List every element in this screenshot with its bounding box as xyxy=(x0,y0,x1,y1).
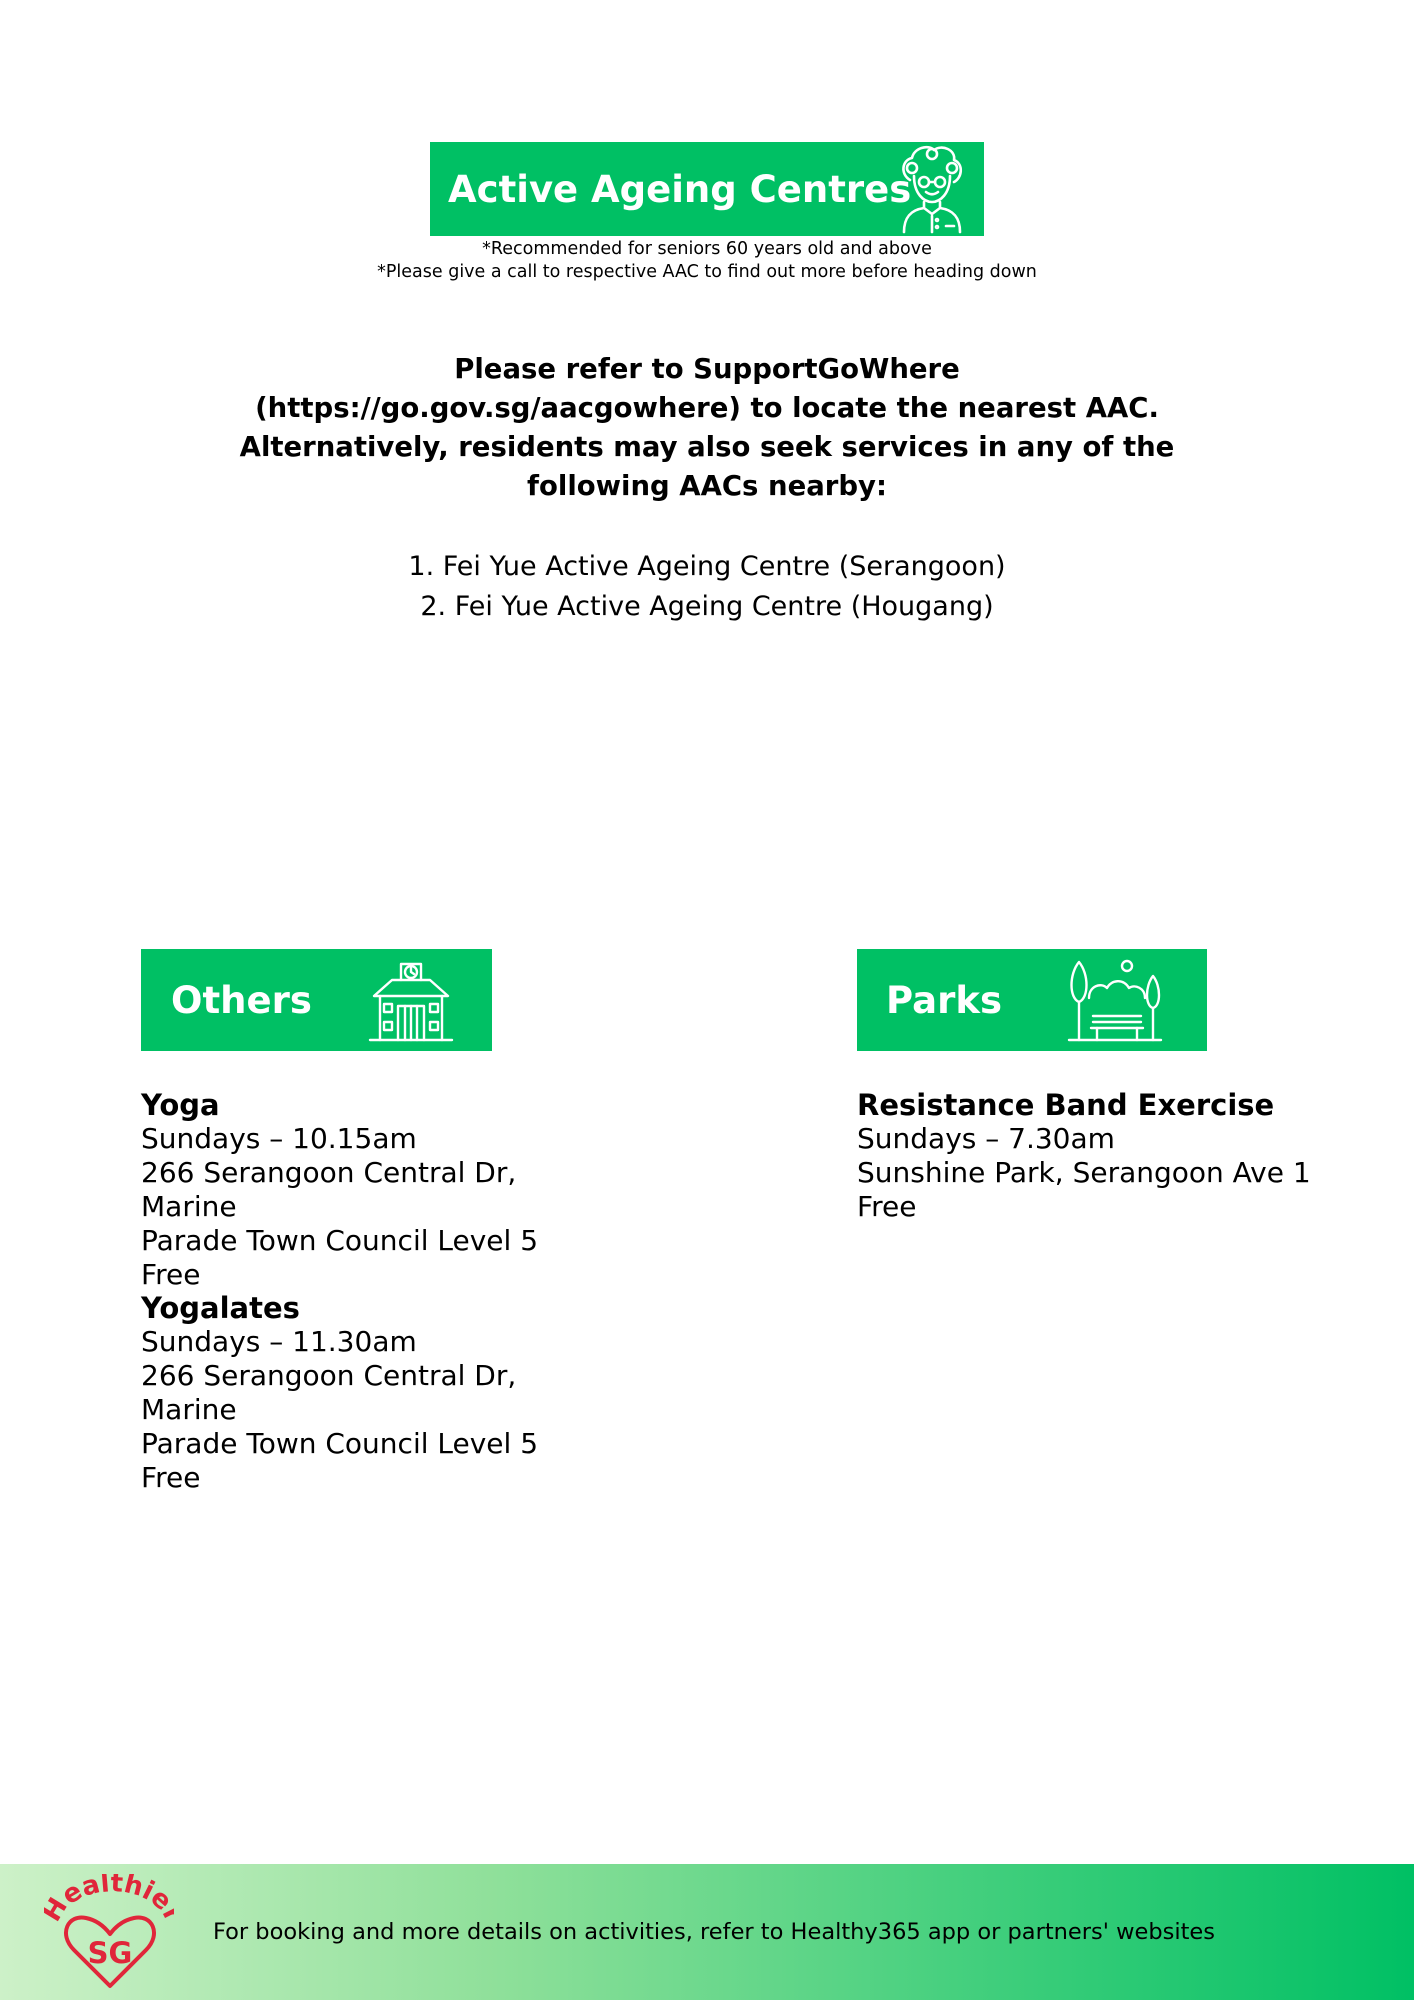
supportgowhere-instructions xyxy=(200,350,1214,506)
others-section-banner xyxy=(141,949,492,1051)
aac-banner-title: Active Ageing Centres xyxy=(448,167,912,211)
aac-notes xyxy=(0,238,1414,284)
aac-section-banner xyxy=(430,142,984,236)
aac-centre-list xyxy=(0,547,1414,627)
activity-name: Resistance Band Exercise xyxy=(857,1088,1275,1122)
list-item: 2. Fei Yue Active Ageing Centre (Hougang) xyxy=(420,591,994,622)
activity-time: Sundays – 7.30am xyxy=(857,1122,1115,1155)
footer-text: For booking and more details on activities, refer to Healthy365 app or partners' websites xyxy=(213,1919,1215,1945)
activity-yoga xyxy=(141,1088,611,1292)
svg-text:Healthier xyxy=(44,1874,174,1927)
activity-address: Parade Town Council Level 5 xyxy=(141,1224,539,1257)
refer-line: (https://go.gov.sg/aacgowhere) to locate the nearest AAC. xyxy=(255,392,1159,424)
logo-text-top: ealthi xyxy=(57,1874,159,1911)
activity-price: Free xyxy=(141,1461,201,1494)
activity-name: Yoga xyxy=(141,1088,220,1122)
activity-address: Parade Town Council Level 5 xyxy=(141,1427,539,1460)
elderly-person-icon xyxy=(890,144,974,234)
activity-time: Sundays – 11.30am xyxy=(141,1325,417,1358)
activity-time: Sundays – 10.15am xyxy=(141,1122,417,1155)
community-building-icon xyxy=(368,956,454,1044)
activity-address: 266 Serangoon Central Dr, Marine xyxy=(141,1359,517,1426)
aac-note: *Please give a call to respective AAC to find out more before heading down xyxy=(377,262,1037,282)
aac-note: *Recommended for seniors 60 years old and above xyxy=(482,239,932,259)
park-bench-trees-icon xyxy=(1065,958,1165,1044)
activity-price: Free xyxy=(857,1190,917,1223)
others-banner-title: Others xyxy=(171,978,312,1022)
list-item: 1. Fei Yue Active Ageing Centre (Serangoon) xyxy=(408,551,1006,582)
activity-location: Sunshine Park, Serangoon Ave 1 xyxy=(857,1156,1311,1189)
logo-text-bottom: SG xyxy=(87,1936,133,1970)
activity-name: Yogalates xyxy=(141,1291,300,1325)
healthier-sg-logo xyxy=(44,1874,174,1998)
footer xyxy=(0,1864,1414,2000)
parks-banner-title: Parks xyxy=(886,978,1002,1022)
activity-yogalates xyxy=(141,1291,611,1495)
activity-resistance-band xyxy=(857,1088,1377,1224)
refer-line: Please refer to SupportGoWhere xyxy=(454,353,960,385)
parks-section-banner xyxy=(857,949,1207,1051)
refer-line: following AACs nearby: xyxy=(527,470,887,502)
activity-address: 266 Serangoon Central Dr, Marine xyxy=(141,1156,517,1223)
refer-line: Alternatively, residents may also seek services in any of the xyxy=(239,431,1175,463)
activity-price: Free xyxy=(141,1258,201,1291)
